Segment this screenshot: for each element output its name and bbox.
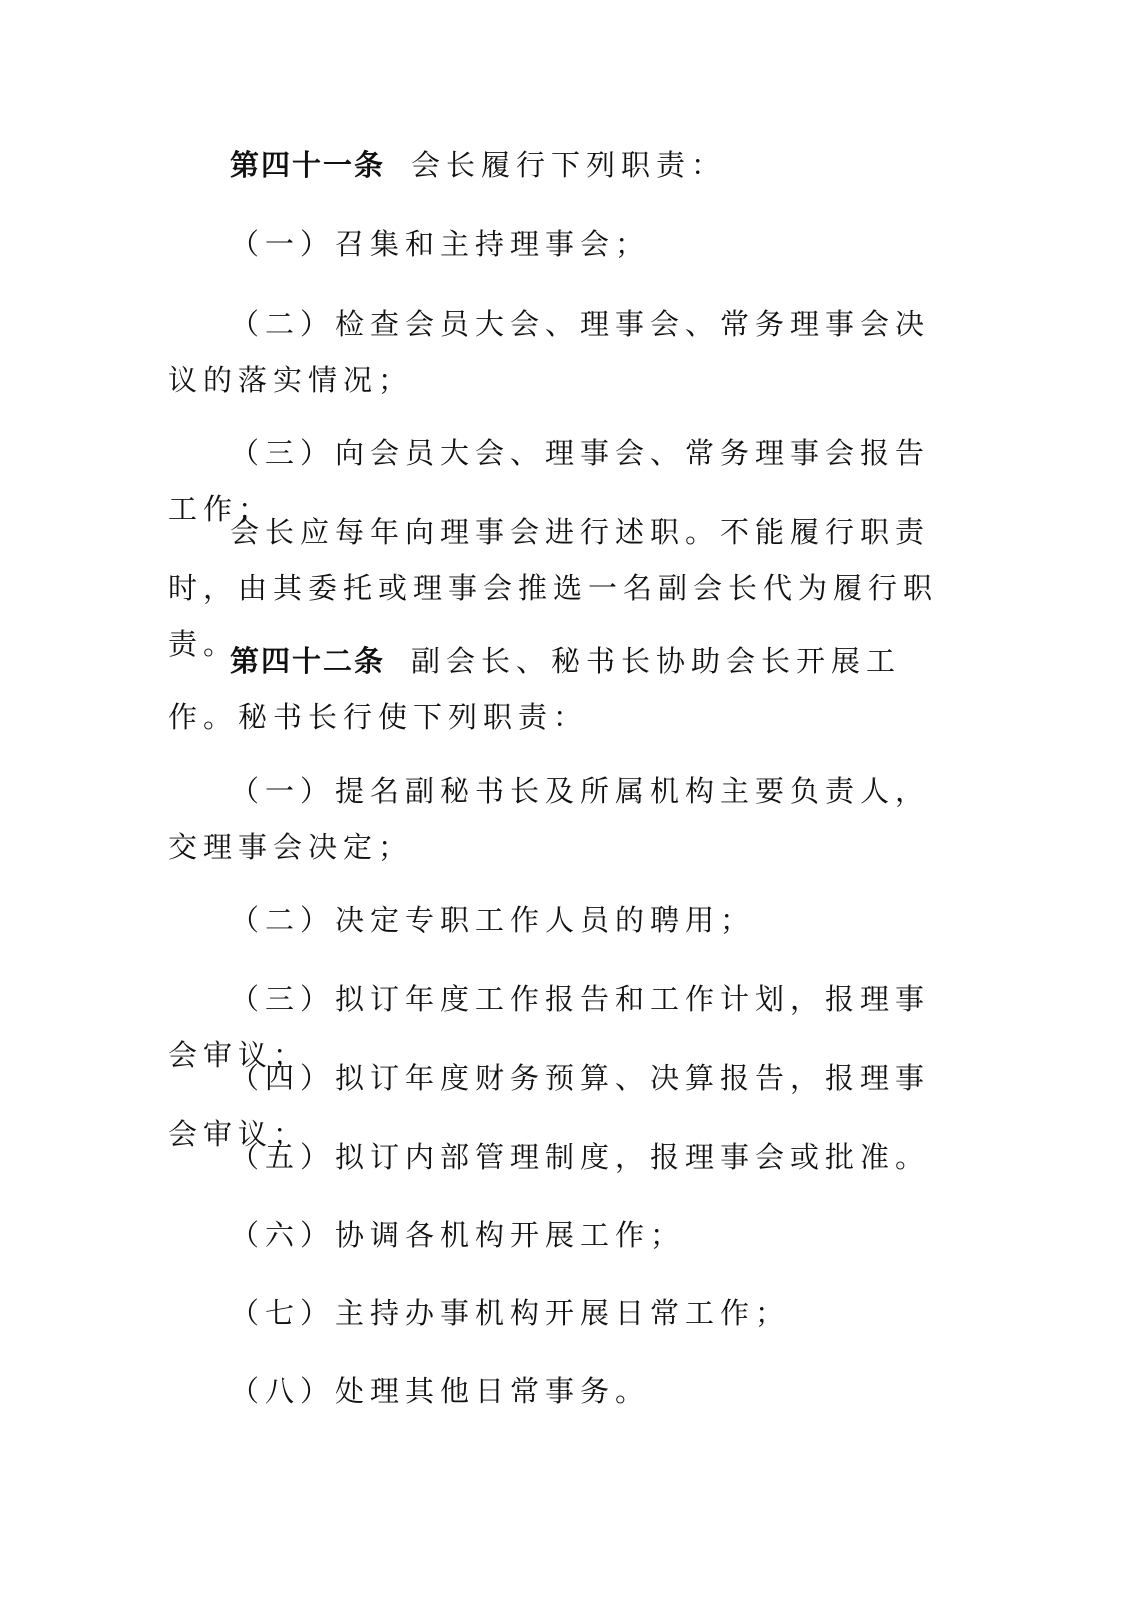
article-42-item-1: （一）提名副秘书长及所属机构主要负责人，交理事会决定；: [168, 774, 931, 864]
article-41-heading: 第四十一条: [230, 148, 386, 182]
article-42-item-8: （八）处理其他日常事务。: [230, 1374, 651, 1408]
article-41-item-2: （二）检查会员大会、理事会、常务理事会决议的落实情况；: [168, 307, 931, 397]
article-41-item-3: （三）向会员大会、理事会、常务理事会报告工作；: [168, 436, 931, 526]
article-42-item-7: （七）主持办事机构开展日常工作；: [230, 1296, 791, 1330]
article-42-heading: 第四十二条: [230, 644, 386, 678]
article-42-item-2: （二）决定专职工作人员的聘用；: [230, 903, 756, 937]
article-42-item-3: （三）拟订年度工作报告和工作计划，报理事会审议；: [168, 982, 931, 1072]
article-41-paragraph: [168, 137, 943, 193]
article-42-item-6: （六）协调各机构开展工作；: [230, 1218, 686, 1252]
article-41-item-1: （一）召集和主持理事会；: [230, 227, 651, 261]
article-42-item-4: （四）拟订年度财务预算、决算报告，报理事会审议；: [168, 1061, 931, 1151]
article-42-item-5: （五）拟订内部管理制度，报理事会或批准。: [230, 1140, 931, 1174]
article-41-note: 会长应每年向理事会进行述职。不能履行职责时，由其委托或理事会推选一名副会长代为履行职责。: [168, 515, 939, 661]
article-42-paragraph: [168, 633, 943, 745]
article-41-intro: 会长履行下列职责：: [411, 148, 727, 182]
article-42-intro: 副会长、秘书长协助会长开展工作。秘书长行使下列职责：: [168, 644, 902, 734]
